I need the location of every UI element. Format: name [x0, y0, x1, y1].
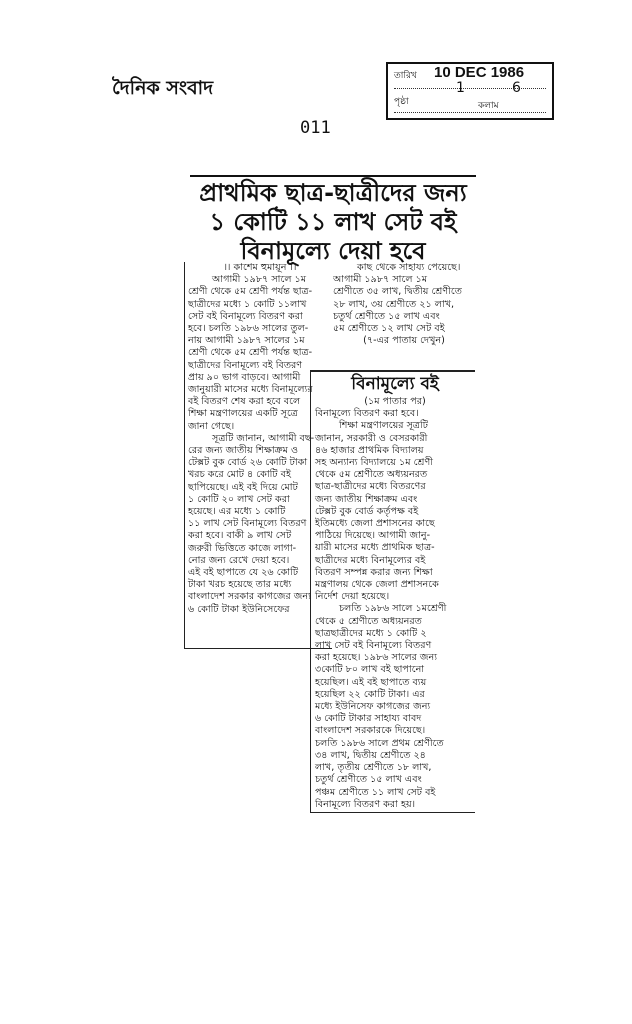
text-line: ১ কোটি ২০ লাখ সেট করা — [188, 493, 290, 505]
text-line: সহ অন্যান্য বিদ্যালয়ে ১ম শ্রেণী — [315, 457, 433, 469]
stamp-page-value: 1 — [456, 80, 465, 96]
text-line: ছাত্রছাত্রীদের মধ্যে ১ কোটি ২ — [315, 627, 427, 639]
text-line: ৬ কোটি টাকা ইউনিসেফের — [188, 603, 290, 615]
clipping-number: 011 — [300, 118, 331, 138]
continued-note: (৭-এর পাতায় দেখুন) — [363, 335, 445, 347]
text-line: পঞ্চম শ্রেণীতে ১১ লাখ সেট বই — [315, 786, 436, 798]
text-line: নায় আগামী ১৯৮৭ সালের ১ম — [188, 335, 305, 347]
text-line: ৬ কোটি টাকার সাহায্য বাবদ — [315, 713, 422, 725]
text-line: নোর জন্য রেখে দেয়া হবে। — [188, 554, 290, 566]
text-line: চলতি ১৯৮৬ সালে প্রথম শ্রেণীতে — [315, 737, 444, 749]
text-line: কাছ থেকে সাহায্য পেয়েছে। — [357, 262, 461, 273]
text-line: থেকে ৫ শ্রেণীতে অধ্যয়নরত — [315, 615, 422, 627]
text-line: বিনামূল্যে বিতরণ করা হয়। — [315, 798, 416, 810]
text-line: ছাত্র-ছাত্রীদের মধ্যে বিতরণের — [315, 481, 426, 493]
text-line: লাখ সেট বই বিনামূল্যে বিতরণ — [315, 640, 432, 652]
text-line: ছাত্রীদের বিনামূল্যে বই বিতরণ — [188, 359, 303, 371]
byline: ।। কাশেম হুমায়ূন ।। — [223, 262, 297, 273]
paragraph — [315, 420, 475, 603]
text-line: য়ারী মাসের মধ্যে প্রাথমিক ছাত্র- — [315, 542, 435, 554]
text-line: প্রায় ৯০ ভাগ বাড়বে। আগামী — [188, 371, 301, 383]
text-line: লাখ, তৃতীয় শ্রেণীতে ১৮ লাখ, — [315, 762, 432, 774]
text-line: শ্রেণী থেকে ৫ম শ্রেণী পর্যন্ত ছাত্র- — [188, 286, 313, 298]
stamp-date-row — [394, 64, 546, 89]
text-line: ইতিমধ্যে জেলা প্রশাসনের কাছে — [315, 518, 435, 530]
text-line: বাংলাদেশ সরকার কাগজের জন্য — [188, 591, 311, 603]
stamp-date: 10 DEC 1986 — [434, 64, 525, 81]
text-line: চলতি ১৯৮৬ সালে ১মশ্রেণী — [339, 603, 447, 615]
text-line: শিক্ষা মন্ত্রণালয়ের সূত্রটি — [339, 420, 428, 432]
text-line: টেক্সট বুক বোর্ড কর্তৃপক্ষ বই — [315, 505, 419, 517]
paragraph — [333, 262, 475, 335]
text-line: ২৮ লাখ, ৩য় শ্রেণীতে ২১ লাখ, — [333, 298, 455, 310]
headline-line: প্রাথমিক ছাত্র-ছাত্রীদের জন্য — [199, 179, 467, 207]
text-line: ৫ম শ্রেণীতে ১২ লাখ সেট বই — [333, 323, 445, 335]
paragraph — [315, 603, 475, 810]
text-line: শ্রেণীতে ৩৫ লাখ, দ্বিতীয় শ্রেণীতে — [333, 286, 462, 298]
text-line: হয়েছিল ২২ কোটি টাকা। এর — [315, 688, 425, 700]
stamp-column-value: 6 — [512, 80, 521, 96]
continuation-subtitle: (১ম পাতার পর) — [364, 396, 426, 407]
text-line: সূত্রটি জানান, আগামী বছ- — [212, 432, 315, 444]
text-line: নির্দেশ দেয়া হয়েছে। — [315, 591, 390, 603]
text-line: হয়েছিল। এই বই ছাপাতে ব্যয় — [315, 676, 427, 688]
paragraph — [315, 408, 475, 420]
text-line: ছাপিয়েছে। এই বই দিয়ে মোট — [188, 481, 298, 493]
stamp-date-label: তারিখ — [394, 71, 417, 81]
text-line: শিক্ষা মন্ত্রণালয়ের একটি সূত্রে — [188, 408, 298, 420]
text-line: বাংলাদেশ সরকারকে দিয়েছে। — [315, 725, 426, 737]
text-line: জানা গেছে। — [188, 420, 235, 432]
text-line: জন্য জাতীয় শিক্ষাক্রম এবং — [315, 493, 418, 505]
text-line: পাঠিয়ে দিয়েছে। আগামী জানু- — [315, 530, 431, 542]
text-line: মন্ত্রণালয় থেকে জেলা প্রশাসনকে — [315, 579, 439, 591]
text-line: আগামী ১৯৮৭ সালে ১ম — [212, 274, 307, 286]
stamp-column-label: কলাম — [478, 101, 499, 111]
text-line: ৩কোটি ৮০ লাখ বই ছাপানো — [315, 664, 425, 676]
text-line: আগামী ১৯৮৭ সালে ১ম — [333, 274, 428, 286]
text-line: জরুরী ভিত্তিতে কাজে লাগা- — [188, 542, 297, 554]
text-line: জানান, সরকারী ও বেসরকারী — [315, 432, 428, 444]
text-line: বই বিতরণ শেষ করা হবে বলে — [188, 396, 301, 408]
continuation-title: বিনামূল্যে বই — [351, 374, 439, 394]
headline-line: বিনামূল্যে দেয়া হবে — [240, 237, 426, 265]
newspaper-masthead: দৈনিক সংবাদ — [112, 77, 214, 99]
text-line: করা হয়েছে। ১৯৮৬ সালের জন্য — [315, 652, 438, 664]
text-line: শ্রেণী থেকে ৫ম শ্রেণী পর্যন্ত ছাত্র- — [188, 347, 313, 359]
text-line: জানুয়ারী মাসের মধ্যে বিনামূল্যের — [188, 384, 313, 396]
headline-line: ১ কোটি ১১ লাখ সেট বই — [209, 208, 457, 236]
text-line: খরচ করে মোট ৪ কোটি বই — [188, 469, 291, 481]
text-line: টাকা খরচ হয়েছে তার মধ্যে — [188, 579, 292, 591]
text-line: রের জন্য জাতীয় শিক্ষাক্রম ও — [188, 445, 299, 457]
text-line: চতুর্থ শ্রেণীতে ১৫ লাখ এবং — [333, 310, 440, 322]
text-line: চতুর্থ শ্রেণীতে ১৫ লাখ এবং — [315, 774, 422, 786]
text-line: হয়েছে। এর মধ্যে ১ কোটি — [188, 506, 286, 518]
continuation-box — [310, 370, 475, 813]
text-line: টেক্সট বুক বোর্ড ২৬ কোটি টাকা — [188, 457, 308, 469]
stamp-page-row — [394, 80, 546, 113]
text-line: ৪৬ হাজার প্রাথমিক বিদ্যালয় — [315, 444, 424, 456]
text-line: করা হবে। বাকী ৯ লাখ সেট — [188, 530, 292, 542]
text-line: হবে। চলতি ১৯৮৬ সালের তুল- — [188, 323, 309, 335]
text-line: ৩৪ লাখ, দ্বিতীয় শ্রেণীতে ২৪ — [315, 749, 426, 761]
text-line: সেট বই বিনামূল্যে বিতরণ করা — [188, 310, 303, 322]
text-line: ১১ লাখ সেট বিনামূল্যে বিতরণ — [188, 518, 307, 530]
text-line: ছাত্রীদের মধ্যে বিনামূল্যের বই — [315, 554, 426, 566]
stamp-page-label: পৃষ্ঠা — [394, 97, 409, 107]
text-line: মধ্যে ইউনিসেফ কাগজের জন্য — [315, 701, 431, 713]
text-line: বিতরণ সম্পন্ন করার জন্য শিক্ষা — [315, 566, 433, 578]
article-right-column — [333, 262, 475, 347]
text-line: বিনামূল্যে বিতরণ করা হবে। — [315, 408, 419, 420]
date-stamp — [386, 62, 554, 120]
text-line: থেকে ৫ম শ্রেণীতে অধ্যয়নরত — [315, 469, 428, 481]
headline — [190, 175, 476, 266]
text-line: এই বই ছাপাতে যে ২৬ কোটি — [188, 567, 299, 579]
text-line: ছাত্রীদের মধ্যে ১ কোটি ১১লাখ — [188, 298, 307, 310]
